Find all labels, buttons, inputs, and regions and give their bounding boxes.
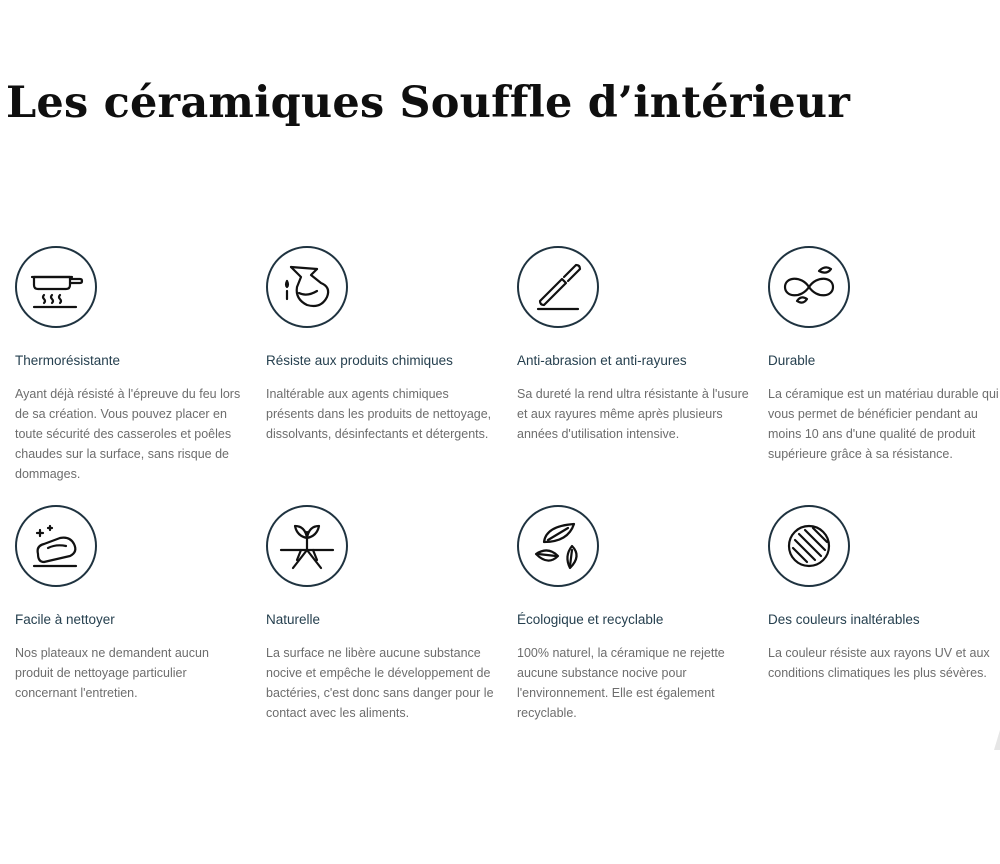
- feature-title: Anti-abrasion et anti-rayures: [517, 353, 687, 368]
- feature-title: Durable: [768, 353, 816, 368]
- feature-colors: [768, 505, 1000, 683]
- feature-description: La surface ne libère aucune substance nocive et empêche le développement de bactéries, c'est donc sans danger pour le contact avec les aliments.: [266, 646, 494, 720]
- feature-title: Des couleurs inaltérables: [768, 612, 920, 627]
- feature-durable: [768, 246, 1000, 464]
- feature-title: Résiste aux produits chimiques: [266, 353, 453, 368]
- knife-icon: [517, 246, 599, 328]
- sprout-icon: [266, 505, 348, 587]
- feature-natural: [266, 505, 498, 723]
- feature-title: Facile à nettoyer: [15, 612, 115, 627]
- feature-description: La céramique est un matériau durable qui vous permet de bénéficier pendant au moins 10 ans d'une qualité de produit supérieure grâce à sa résistance.: [768, 387, 999, 461]
- feature-title: Thermorésistante: [15, 353, 121, 368]
- edge-decoration: [992, 730, 1000, 750]
- feature-ecological: [517, 505, 749, 723]
- feature-description: La couleur résiste aux rayons UV et aux conditions climatiques les plus sévères.: [768, 646, 990, 680]
- feature-heat-resistant: [15, 246, 247, 484]
- feature-anti-scratch: [517, 246, 749, 444]
- feature-description: 100% naturel, la céramique ne rejette aucune substance nocive pour l'environnement. Elle est également recyclable.: [517, 646, 725, 720]
- feature-title: Naturelle: [266, 612, 321, 627]
- uv-color-icon: [768, 505, 850, 587]
- chemical-flask-icon: [266, 246, 348, 328]
- feature-description: Inaltérable aux agents chimiques présents dans les produits de nettoyage, dissolvants, désinfectants et détergents.: [266, 387, 492, 441]
- feature-easy-clean: [15, 505, 247, 703]
- feature-description: Ayant déjà résisté à l'épreuve du feu lors de sa création. Vous pouvez placer en toute sécurité des casseroles et poêles chaudes sur la surface, sans risque de dommages.: [15, 387, 241, 481]
- feature-description: Nos plateaux ne demandent aucun produit de nettoyage particulier concernant l'entretien.: [15, 646, 209, 700]
- heat-resistant-pan-icon: [15, 246, 97, 328]
- feature-chemical-resistant: [266, 246, 498, 444]
- leaves-icon: [517, 505, 599, 587]
- infinity-leaf-icon: [768, 246, 850, 328]
- feature-title: Écologique et recyclable: [517, 612, 664, 627]
- feature-description: Sa dureté la rend ultra résistante à l'usure et aux rayures même après plusieurs années d'utilisation intensive.: [517, 387, 749, 441]
- page-title: Les céramiques Souffle d’intérieur: [6, 78, 851, 128]
- cleaning-cloth-icon: [15, 505, 97, 587]
